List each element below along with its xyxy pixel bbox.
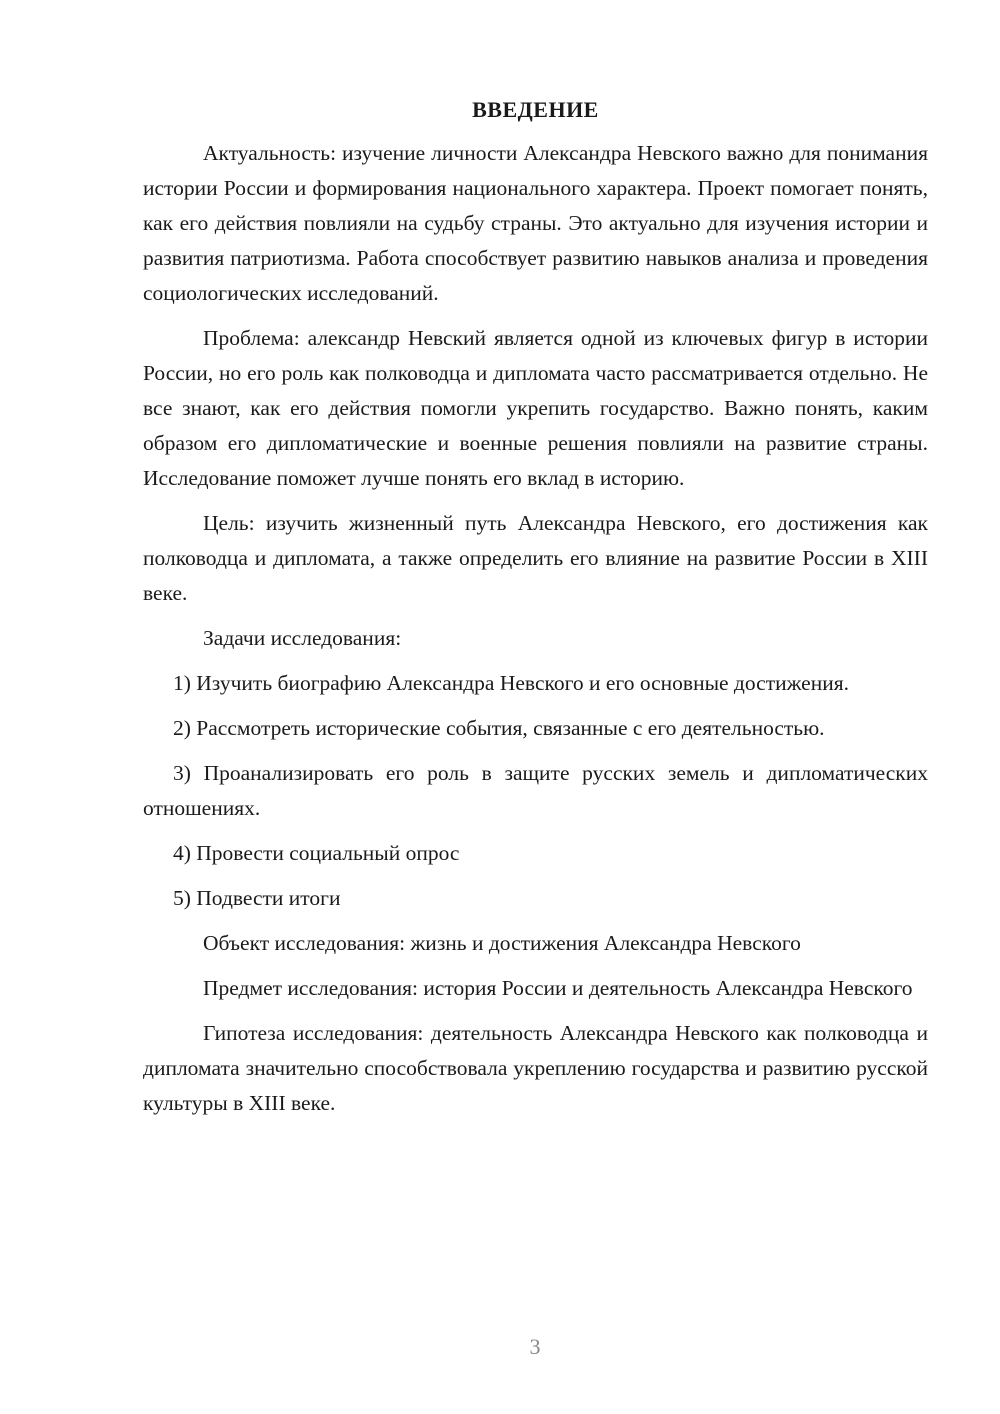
paragraph-relevance: Актуальность: изучение личности Александра Невского важно для понимания истории России и формирования национального характера. Проект помогает понять, как его действия повлияли на судьбу страны. Это актуально для изучения истории и развития патриотизма. Работа способствует развитию навыков анализа и проведения социологических исследований. (143, 141, 928, 305)
paragraph-problem: Проблема: александр Невский является одной из ключевых фигур в истории России, но его роль как полководца и дипломата часто рассматривается отдельно. Не все знают, как его действия помогли укрепить государство. Важно понять, каким образом его дипломатические и военные решения повлияли на развитие страны. Исследование поможет лучше понять его вклад в историю. (143, 326, 928, 490)
paragraph-goal: Цель: изучить жизненный путь Александра Невского, его достижения как полководца и дипломата, а также определить его влияние на развитие России в XIII веке. (143, 511, 928, 605)
task-item-4: 4) Провести социальный опрос (173, 841, 460, 865)
paragraph-subject: Предмет исследования: история России и деятельность Александра Невского (203, 976, 913, 1000)
task-item-2: 2) Рассмотреть исторические события, связанные с его деятельностью. (173, 716, 825, 740)
section-title: ВВЕДЕНИЕ (472, 97, 599, 122)
paragraph-object: Объект исследования: жизнь и достижения Александра Невского (203, 931, 801, 955)
task-item-1: 1) Изучить биографию Александра Невского и его основные достижения. (173, 671, 849, 695)
paragraph-hypothesis: Гипотеза исследования: деятельность Александра Невского как полководца и дипломата значительно способствовала укреплению государства и развитию русской культуры в XIII веке. (143, 1021, 928, 1115)
page-content (143, 94, 928, 1131)
tasks-heading: Задачи исследования: (203, 626, 402, 650)
task-item-5: 5) Подвести итоги (173, 886, 341, 910)
task-item-3: 3) Проанализировать его роль в защите русских земель и дипломатических отношениях. (143, 761, 928, 820)
page-number: 3 (529, 1334, 541, 1359)
